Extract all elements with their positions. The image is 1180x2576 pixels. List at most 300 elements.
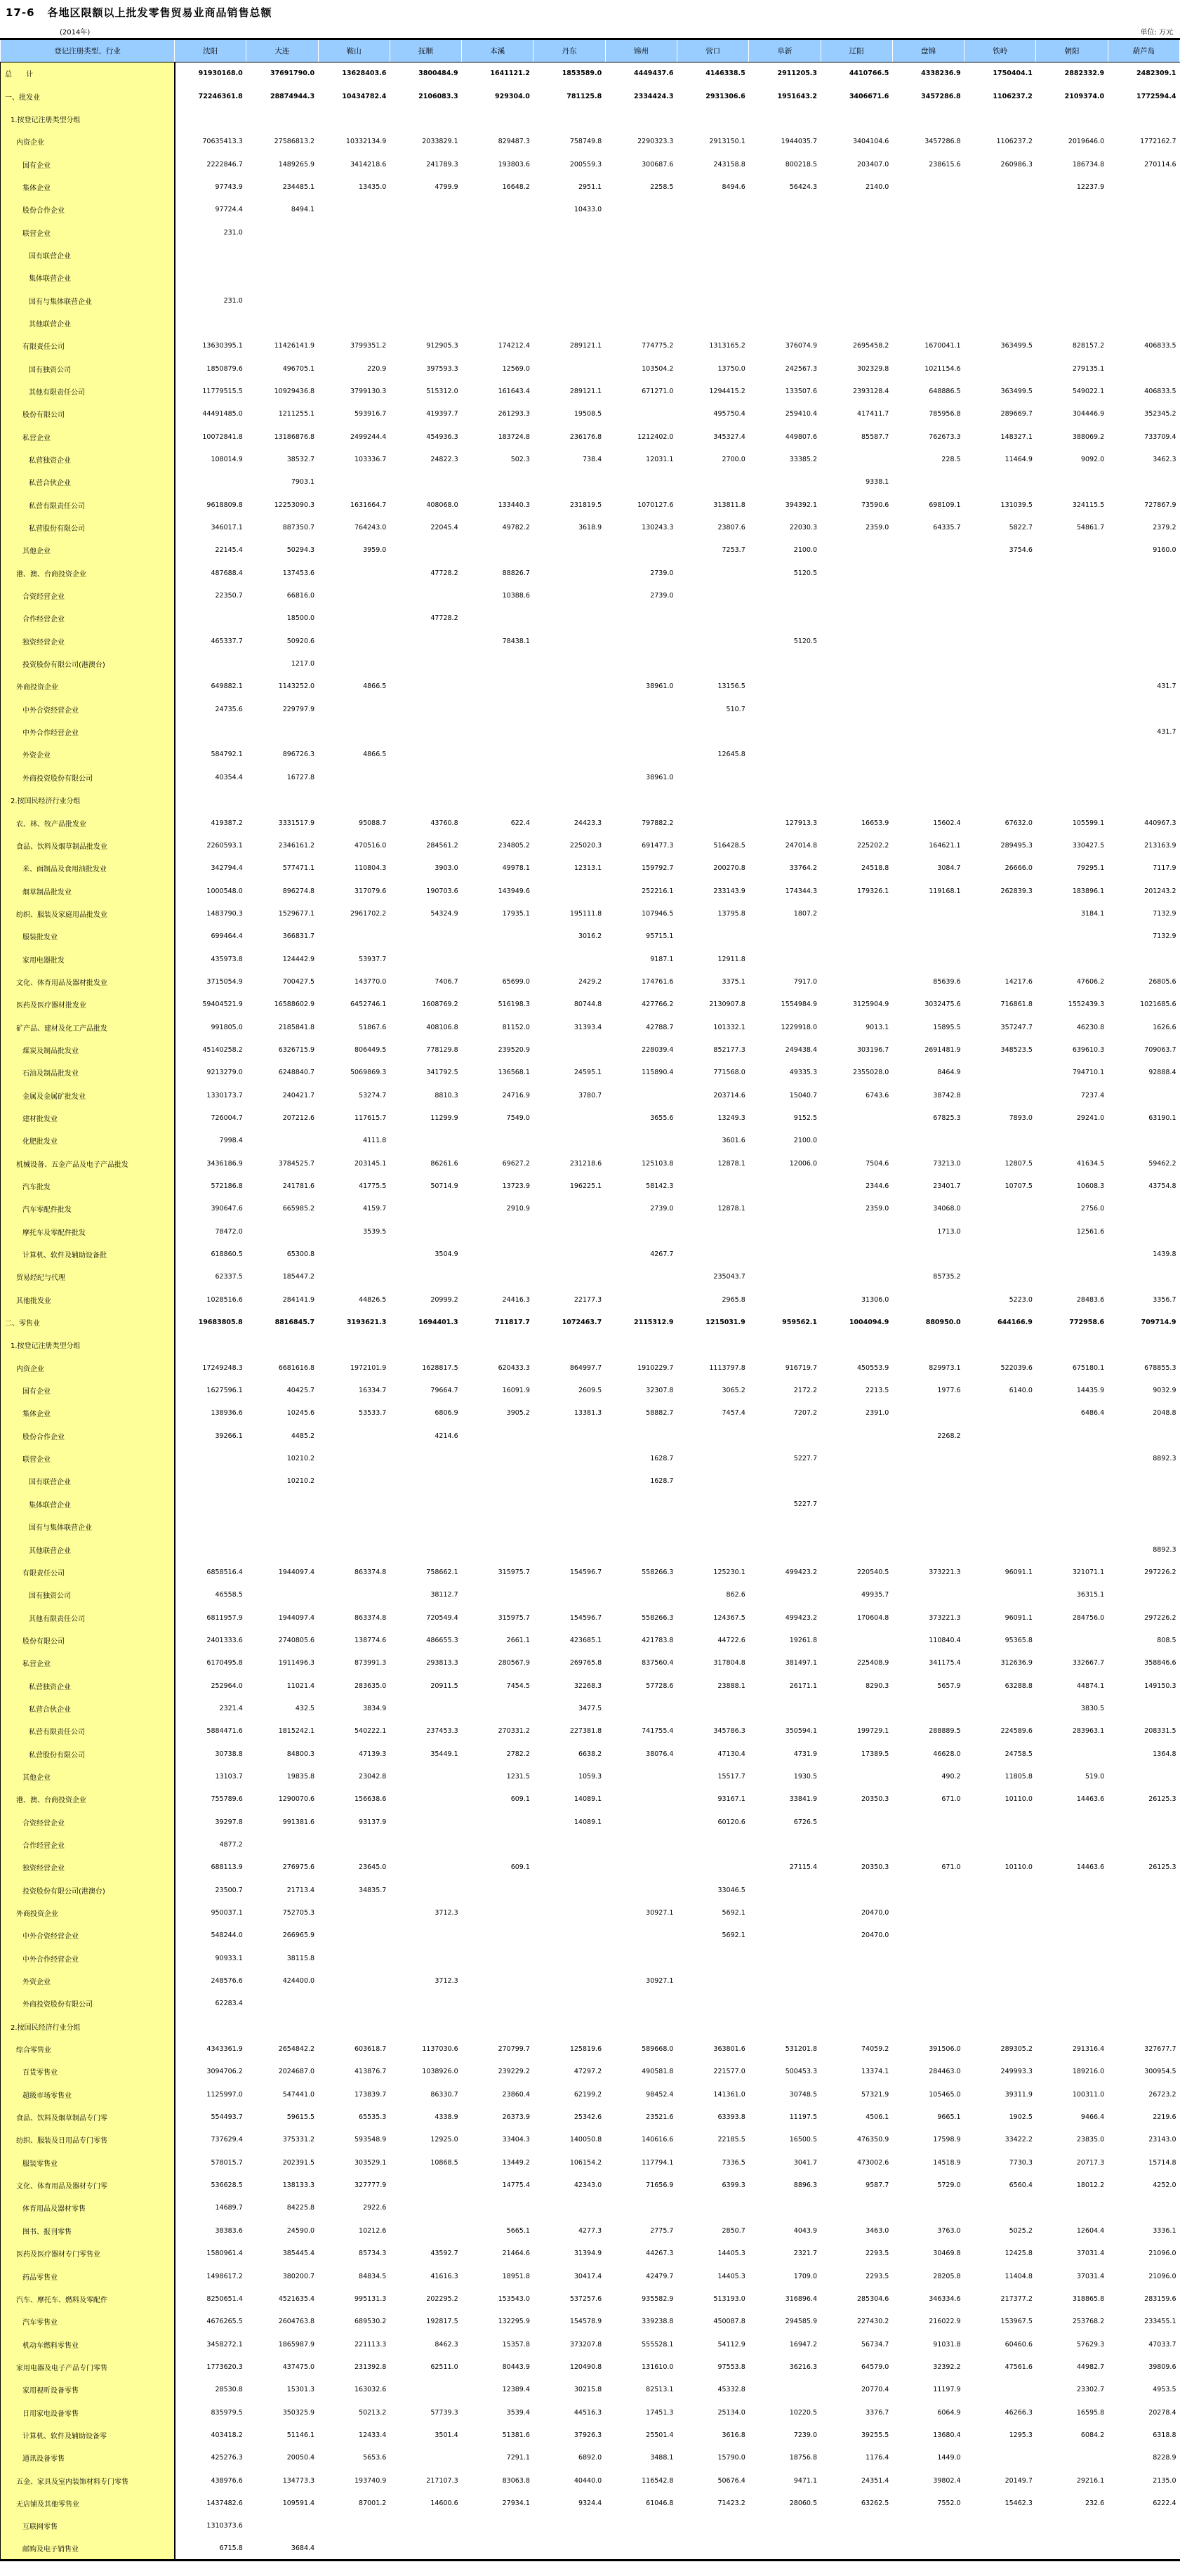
data-cell (1036, 1493, 1108, 1515)
data-cell: 315975.7 (498, 1568, 530, 1576)
data-cell: 346334.6 (929, 2294, 961, 2303)
data-cell: 57629.3 (1076, 2340, 1105, 2349)
table-row (1, 1062, 1180, 1084)
data-cell (677, 244, 748, 266)
data-cell: 2260593.1 (206, 841, 243, 850)
row-label: 医药及医疗器材专门零售业 (1, 2243, 175, 2265)
data-cell: 84225.8 (286, 2204, 315, 2212)
data-cell (964, 107, 1036, 130)
data-cell: 496705.1 (282, 364, 315, 373)
data-cell: 363499.5 (1000, 387, 1033, 395)
data-cell: 1977.6 (937, 1387, 961, 1395)
data-cell (390, 2515, 461, 2537)
data-cell: 2258.5 (650, 183, 674, 191)
table-row (1, 153, 1180, 176)
data-cell: 6806.9 (435, 1409, 458, 1418)
page-title-row (0, 0, 1180, 20)
data-cell: 40425.7 (286, 1387, 315, 1395)
data-cell: 12031.1 (646, 456, 674, 464)
data-cell: 125103.8 (642, 1159, 674, 1168)
data-cell: 190703.6 (426, 887, 458, 895)
data-cell (1036, 2515, 1108, 2537)
data-cell (462, 199, 533, 221)
data-cell: 3184.1 (1080, 909, 1105, 918)
data-cell: 103504.2 (642, 364, 674, 373)
data-cell: 3763.0 (937, 2226, 961, 2235)
data-cell (533, 1493, 605, 1515)
data-cell: 7406.7 (435, 977, 458, 986)
data-cell: 15895.5 (933, 1023, 961, 1031)
data-cell: 3959.0 (363, 546, 387, 555)
data-cell: 78472.0 (215, 1227, 243, 1236)
data-cell (605, 1425, 677, 1447)
data-cell: 8250651.4 (206, 2294, 243, 2303)
data-cell (462, 1697, 533, 1719)
row-label: 国有独资公司 (1, 357, 175, 380)
data-cell: 419397.7 (426, 410, 458, 418)
data-cell (892, 312, 964, 334)
row-label: 汽车、摩托车、燃料及零配件 (1, 2287, 175, 2310)
data-cell: 125819.6 (569, 2045, 602, 2054)
data-cell: 231.0 (223, 296, 243, 305)
data-cell: 59615.5 (286, 2113, 315, 2122)
data-cell: 394392.1 (785, 501, 818, 509)
data-cell: 96091.1 (1005, 1613, 1033, 1622)
data-cell: 10707.5 (1005, 1182, 1033, 1191)
data-cell: 14217.6 (1005, 977, 1033, 986)
data-cell: 207212.6 (282, 1114, 315, 1122)
data-cell: 10110.0 (1005, 1863, 1033, 1872)
data-cell (462, 1425, 533, 1447)
data-cell (1036, 1879, 1108, 1901)
data-cell (318, 199, 390, 221)
data-cell: 241789.3 (426, 160, 458, 169)
data-cell: 302329.8 (856, 364, 889, 373)
data-cell: 5227.7 (793, 1500, 818, 1508)
data-cell (892, 607, 964, 630)
data-cell: 24518.8 (861, 864, 889, 873)
data-cell (821, 2537, 892, 2560)
data-cell: 609.1 (510, 1863, 530, 1872)
data-cell (605, 1584, 677, 1606)
data-cell (677, 2197, 748, 2219)
data-cell: 50920.6 (286, 637, 315, 645)
data-cell: 1004094.9 (849, 1319, 889, 1327)
table-row (1, 1606, 1180, 1629)
row-label: 集体企业 (1, 176, 175, 198)
data-cell: 959562.1 (782, 1319, 818, 1327)
data-cell: 499423.2 (785, 1613, 818, 1622)
data-cell: 316896.4 (785, 2294, 818, 2303)
data-cell: 4252.0 (1153, 2181, 1176, 2190)
row-label: 贸易经纪与代理 (1, 1266, 175, 1288)
data-cell (390, 1993, 461, 2015)
data-cell (677, 1969, 748, 1992)
data-cell: 495750.4 (713, 410, 745, 418)
data-cell: 6318.8 (1153, 2431, 1176, 2439)
row-label: 2.按国民经济行业分组 (1, 789, 175, 812)
data-cell (533, 1833, 605, 1856)
data-cell: 3125904.9 (852, 1000, 889, 1009)
data-cell: 6486.4 (1080, 1409, 1105, 1418)
data-cell: 247014.8 (785, 841, 818, 850)
row-label: 有限责任公司 (1, 335, 175, 357)
data-cell: 5729.0 (937, 2181, 961, 2190)
data-cell (821, 267, 892, 289)
data-cell (892, 1833, 964, 1856)
data-cell: 14089.1 (574, 1795, 602, 1804)
data-cell (533, 744, 605, 766)
data-cell: 758749.8 (569, 138, 602, 146)
data-cell: 531201.8 (785, 2045, 818, 2054)
data-cell: 19835.8 (286, 1772, 315, 1781)
data-cell: 59404521.9 (202, 1000, 243, 1009)
data-cell (749, 199, 821, 221)
data-cell (964, 766, 1036, 788)
data-cell: 44874.1 (1076, 1682, 1105, 1690)
row-label: 邮购及电子销售业 (1, 2537, 175, 2560)
data-cell (318, 1447, 390, 1469)
data-cell: 148327.1 (1000, 432, 1033, 441)
table-row (1, 1175, 1180, 1197)
data-cell (964, 2515, 1036, 2537)
data-cell (533, 1470, 605, 1493)
data-cell: 388069.2 (1072, 432, 1105, 441)
data-cell (677, 1697, 748, 1719)
data-cell (821, 925, 892, 948)
data-cell: 12645.8 (717, 751, 745, 759)
data-cell: 1212402.0 (637, 432, 674, 441)
column-header-12: 铁岭 (964, 39, 1036, 62)
row-label: 私营独资企业 (1, 448, 175, 470)
table-row (1, 993, 1180, 1016)
row-label: 服装零售业 (1, 2151, 175, 2174)
data-cell: 27934.1 (502, 2499, 530, 2507)
data-cell (175, 2015, 246, 2037)
data-cell: 8494.6 (722, 183, 745, 191)
data-cell (1108, 698, 1179, 720)
data-cell: 73213.0 (933, 1159, 961, 1168)
data-cell: 23888.1 (717, 1682, 745, 1690)
data-cell (246, 312, 318, 334)
data-cell: 391506.0 (929, 2045, 961, 2054)
data-cell: 863374.8 (354, 1568, 387, 1576)
data-cell (749, 267, 821, 289)
data-cell (605, 652, 677, 675)
data-cell: 3457286.8 (921, 92, 961, 100)
row-label: 服装批发业 (1, 925, 175, 948)
data-cell: 341792.5 (426, 1069, 458, 1077)
data-cell: 950037.1 (211, 1909, 243, 1917)
data-cell: 1137030.6 (422, 2045, 458, 2054)
data-cell (964, 1084, 1036, 1107)
data-cell (533, 2015, 605, 2037)
data-cell: 138936.6 (211, 1409, 243, 1418)
column-header-7: 锦州 (605, 39, 677, 62)
data-cell: 2961702.2 (350, 909, 387, 918)
data-cell: 1059.3 (578, 1772, 602, 1781)
data-cell: 201243.2 (1144, 887, 1176, 895)
data-cell: 30738.8 (215, 1750, 243, 1758)
data-cell: 62283.4 (215, 2000, 243, 2008)
data-cell: 12389.4 (502, 2386, 530, 2394)
row-label: 互联网零售 (1, 2515, 175, 2537)
data-cell (821, 652, 892, 675)
data-cell: 6892.0 (578, 2454, 602, 2462)
data-cell: 3616.8 (722, 2431, 745, 2439)
data-cell: 18951.8 (502, 2272, 530, 2280)
data-cell (390, 1538, 461, 1561)
row-label: 外商投资企业 (1, 675, 175, 698)
data-cell: 54324.9 (430, 909, 458, 918)
data-cell: 733709.4 (1144, 432, 1176, 441)
data-cell: 6248840.7 (278, 1069, 315, 1077)
data-cell: 408106.8 (426, 1023, 458, 1031)
data-cell (462, 1947, 533, 1969)
data-cell: 935582.9 (642, 2294, 674, 2303)
data-cell (749, 789, 821, 812)
data-cell (821, 1243, 892, 1265)
row-label: 食品、饮料及烟草制品专门零 (1, 2106, 175, 2128)
data-cell (1036, 244, 1108, 266)
data-cell: 242567.3 (785, 364, 818, 373)
data-cell: 6726.5 (793, 1818, 818, 1826)
data-cell (1108, 199, 1179, 221)
data-cell: 138133.3 (282, 2181, 315, 2190)
data-cell: 50213.2 (359, 2408, 387, 2417)
data-cell (1108, 357, 1179, 380)
data-cell: 44826.5 (359, 1295, 387, 1304)
data-cell: 47561.6 (1005, 2363, 1033, 2371)
data-cell: 284141.9 (282, 1295, 315, 1304)
data-cell (605, 1924, 677, 1947)
data-cell (1036, 289, 1108, 312)
data-cell (533, 1425, 605, 1447)
data-cell: 12878.1 (717, 1159, 745, 1168)
row-label: 矿产品、建材及化工产品批发 (1, 1016, 175, 1038)
data-cell: 549022.1 (1072, 387, 1105, 395)
data-cell: 12313.1 (574, 864, 602, 873)
data-cell (533, 1266, 605, 1288)
data-cell: 73590.6 (861, 501, 889, 509)
data-cell: 53937.7 (359, 955, 387, 963)
data-cell: 4343361.9 (206, 2045, 243, 2054)
data-cell (749, 1288, 821, 1311)
data-cell (1036, 1425, 1108, 1447)
data-cell (246, 2015, 318, 2037)
data-cell: 2140.0 (866, 183, 889, 191)
data-cell (605, 1833, 677, 1856)
data-cell: 16653.9 (861, 819, 889, 827)
data-cell: 153967.5 (1000, 2318, 1033, 2326)
data-cell (964, 720, 1036, 743)
data-cell: 260986.3 (1000, 160, 1033, 169)
data-cell: 1483790.3 (206, 909, 243, 918)
row-label: 米、面制品及食用油批发业 (1, 857, 175, 880)
data-cell: 8816845.7 (274, 1319, 315, 1327)
table-row (1, 2106, 1180, 2128)
data-cell (964, 1516, 1036, 1538)
data-cell: 97743.9 (215, 183, 243, 191)
data-cell: 991381.6 (282, 1818, 315, 1826)
data-cell: 7132.9 (1153, 932, 1176, 941)
data-cell (749, 1334, 821, 1356)
data-cell (390, 1811, 461, 1833)
data-cell: 3436186.9 (206, 1159, 243, 1168)
data-table (0, 38, 1180, 2561)
data-cell: 203407.0 (856, 160, 889, 169)
table-row (1, 1220, 1180, 1243)
data-cell (892, 1811, 964, 1833)
data-cell: 101332.1 (713, 1023, 745, 1031)
row-label: 其他企业 (1, 1765, 175, 1788)
data-cell: 346017.1 (211, 524, 243, 532)
data-cell: 26125.3 (1148, 1795, 1176, 1804)
table-row (1, 2401, 1180, 2424)
data-cell (605, 2537, 677, 2560)
data-cell (749, 1516, 821, 1538)
data-cell: 57321.9 (861, 2090, 889, 2099)
data-cell (390, 675, 461, 698)
data-cell: 4866.5 (363, 682, 387, 691)
data-cell: 12006.0 (789, 1159, 818, 1168)
data-cell (605, 312, 677, 334)
data-cell (677, 1175, 748, 1197)
row-label: 集体联营企业 (1, 267, 175, 289)
data-cell: 9324.4 (578, 2499, 602, 2507)
row-label: 百货零售业 (1, 2061, 175, 2083)
row-label: 联营企业 (1, 221, 175, 244)
table-row (1, 1198, 1180, 1220)
data-cell: 110840.4 (929, 1636, 961, 1644)
row-label: 金属及金属矿批发业 (1, 1084, 175, 1107)
data-cell: 20717.3 (1076, 2158, 1105, 2167)
data-cell: 6811957.9 (206, 1613, 243, 1622)
data-cell: 17935.1 (502, 909, 530, 918)
data-cell: 4731.9 (793, 1750, 818, 1758)
data-cell (533, 539, 605, 562)
data-cell (821, 789, 892, 812)
data-cell: 1215031.9 (705, 1319, 745, 1327)
data-cell: 9665.1 (937, 2113, 961, 2122)
data-cell (821, 1447, 892, 1469)
data-cell (390, 1924, 461, 1947)
data-cell: 7998.4 (219, 1137, 243, 1145)
row-label: 家用视听设备零售 (1, 2379, 175, 2401)
data-cell (677, 1856, 748, 1879)
data-cell: 1106237.2 (996, 138, 1033, 146)
data-cell: 16500.5 (789, 2136, 818, 2144)
data-cell: 2740805.6 (278, 1636, 315, 1644)
data-cell: 4159.7 (363, 1205, 387, 1213)
data-cell: 4267.7 (650, 1250, 674, 1259)
table-row (1, 2287, 1180, 2310)
data-cell: 13156.5 (717, 682, 745, 691)
row-label: 家用电器及电子产品专门零售 (1, 2356, 175, 2378)
row-label: 汽车批发 (1, 1175, 175, 1197)
data-cell: 91930168.0 (198, 70, 243, 78)
data-cell: 2379.2 (1153, 524, 1176, 532)
data-cell: 109591.4 (282, 2499, 315, 2507)
data-cell: 18756.8 (789, 2454, 818, 2462)
data-cell (318, 1470, 390, 1493)
data-cell (749, 312, 821, 334)
data-cell: 85734.3 (359, 2250, 387, 2258)
data-cell: 3032475.6 (924, 1000, 961, 1009)
data-cell: 46628.0 (933, 1750, 961, 1758)
data-cell (533, 698, 605, 720)
data-cell (892, 720, 964, 743)
data-cell (677, 267, 748, 289)
data-cell: 13449.2 (502, 2158, 530, 2167)
data-cell: 174761.6 (642, 977, 674, 986)
data-cell: 193803.6 (498, 160, 530, 169)
data-cell: 23521.6 (646, 2113, 674, 2122)
data-cell: 78438.1 (502, 637, 530, 645)
data-cell: 7132.9 (1153, 909, 1176, 918)
data-cell: 548244.0 (211, 1931, 243, 1940)
data-cell: 227381.8 (569, 1727, 602, 1736)
data-cell (749, 1947, 821, 1969)
table-row (1, 267, 1180, 289)
data-cell (749, 471, 821, 494)
data-cell: 38961.0 (646, 682, 674, 691)
data-cell: 297226.2 (1144, 1613, 1176, 1622)
data-cell (892, 2015, 964, 2037)
data-cell: 38532.7 (286, 456, 315, 464)
data-cell: 593548.9 (354, 2136, 387, 2144)
data-cell: 363499.5 (1000, 342, 1033, 350)
column-header-14: 葫芦岛 (1108, 39, 1179, 62)
data-cell (318, 607, 390, 630)
data-cell: 609.1 (510, 1795, 530, 1804)
data-cell (175, 652, 246, 675)
row-label: 国有联营企业 (1, 244, 175, 266)
data-cell: 1072463.7 (562, 1319, 602, 1327)
data-cell (677, 221, 748, 244)
data-cell: 37031.4 (1076, 2250, 1105, 2258)
data-cell (749, 675, 821, 698)
data-cell: 11426141.9 (274, 342, 315, 350)
data-cell: 59462.2 (1148, 1159, 1176, 1168)
data-cell: 5069869.3 (350, 1069, 387, 1077)
data-cell (605, 1493, 677, 1515)
data-cell: 7454.5 (506, 1682, 530, 1690)
data-cell: 30927.1 (646, 1909, 674, 1917)
data-cell: 5653.6 (363, 2454, 387, 2462)
data-cell: 276975.6 (282, 1863, 315, 1872)
data-cell (1036, 1901, 1108, 1924)
data-cell (964, 199, 1036, 221)
data-cell: 199729.1 (856, 1727, 889, 1736)
data-cell (749, 584, 821, 607)
data-cell: 27115.4 (789, 1863, 818, 1872)
row-label: 国有企业 (1, 153, 175, 176)
data-cell: 9187.1 (650, 955, 674, 963)
data-cell: 4338.9 (435, 2113, 458, 2122)
data-cell: 486655.3 (426, 1636, 458, 1644)
data-cell (390, 1765, 461, 1788)
data-cell (677, 766, 748, 788)
data-cell (1108, 176, 1179, 198)
data-cell: 119168.1 (929, 887, 961, 895)
data-cell: 1773620.3 (206, 2363, 243, 2371)
data-cell: 3457286.8 (924, 138, 961, 146)
data-cell: 3356.7 (1153, 1295, 1176, 1304)
data-cell (462, 289, 533, 312)
data-cell (462, 267, 533, 289)
row-label: 1.按登记注册类型分组 (1, 1334, 175, 1356)
